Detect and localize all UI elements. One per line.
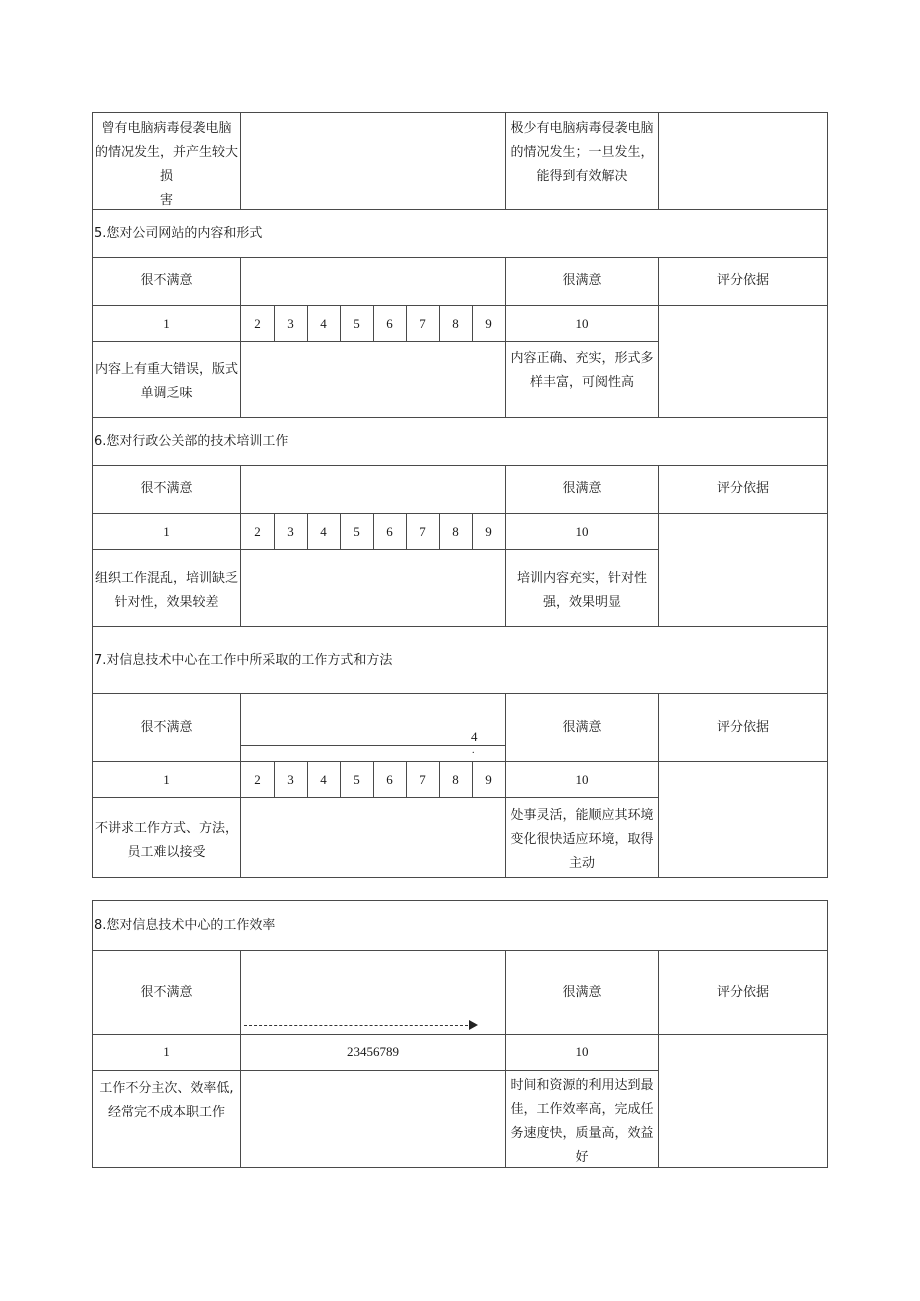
q6-score-4: 4 bbox=[320, 524, 327, 539]
q5-high-label: 很满意 bbox=[562, 273, 602, 288]
q5-score-2: 2 bbox=[254, 316, 261, 331]
q7-score-8: 8 bbox=[452, 772, 459, 787]
q7-score-7: 7 bbox=[419, 772, 426, 787]
q6-score-9: 9 bbox=[485, 524, 492, 539]
q8-score-1: 1 bbox=[163, 1044, 170, 1059]
q6-score-1: 1 bbox=[163, 524, 170, 539]
q8-score-2-9: 23456789 bbox=[347, 1044, 399, 1059]
q7-score-5: 5 bbox=[353, 772, 360, 787]
q8-low-label: 很不满意 bbox=[140, 985, 193, 1000]
q6-score-5: 5 bbox=[353, 524, 360, 539]
q8-high-desc: 时间和资源的利用达到最 佳，工作效率高，完成任 务速度快，质量高，效益 好 bbox=[510, 1078, 654, 1165]
q5-score-6: 6 bbox=[386, 316, 393, 331]
q7-stray-dot: . bbox=[472, 745, 475, 756]
question-6-title: 6.您对行政公关部的技术培训工作 bbox=[94, 434, 289, 449]
q7-score-4: 4 bbox=[320, 772, 327, 787]
q5-score-1: 1 bbox=[163, 316, 170, 331]
q7-stray-mark: 4 bbox=[471, 729, 478, 744]
q6-high-desc: 培训内容充实，针对性 强，效果明显 bbox=[516, 571, 647, 610]
top-high-desc: 极少有电脑病毒侵袭电脑 的情况发生；一旦发生， 能得到有效解决 bbox=[510, 121, 654, 184]
q6-score-6: 6 bbox=[386, 524, 393, 539]
question-7-title: 7.对信息技术中心在工作中所采取的工作方式和方法 bbox=[94, 653, 393, 668]
q6-score-10: 10 bbox=[575, 524, 589, 539]
q6-high-label: 很满意 bbox=[562, 481, 602, 496]
q5-score-9: 9 bbox=[485, 316, 492, 331]
q6-score-8: 8 bbox=[452, 524, 459, 539]
q7-high-label: 很满意 bbox=[562, 720, 602, 735]
q5-score-4: 4 bbox=[320, 316, 327, 331]
q5-basis-label: 评分依据 bbox=[716, 273, 769, 288]
q5-low-label: 很不满意 bbox=[140, 273, 193, 288]
q7-score-9: 9 bbox=[485, 772, 492, 787]
q5-score-7: 7 bbox=[419, 316, 426, 331]
q7-basis-label: 评分依据 bbox=[716, 720, 769, 735]
q7-score-2: 2 bbox=[254, 772, 261, 787]
arrow-right-icon bbox=[469, 1020, 478, 1030]
q6-score-3: 3 bbox=[287, 524, 294, 539]
q7-score-10: 10 bbox=[575, 772, 589, 787]
q7-score-6: 6 bbox=[386, 772, 393, 787]
q5-score-3: 3 bbox=[287, 316, 294, 331]
top-low-desc: 曾有电脑病毒侵袭电脑 的情况发生，并产生较大损 害 bbox=[94, 121, 238, 208]
q7-low-label: 很不满意 bbox=[140, 720, 193, 735]
q5-high-desc: 内容正确、充实，形式多 样丰富，可阅性高 bbox=[510, 351, 654, 390]
q5-score-5: 5 bbox=[353, 316, 360, 331]
q7-high-desc: 处事灵活，能顺应其环境 变化很快适应环境，取得 主动 bbox=[510, 808, 654, 871]
q7-score-1: 1 bbox=[163, 772, 170, 787]
q6-low-label: 很不满意 bbox=[140, 481, 193, 496]
q7-score-3: 3 bbox=[287, 772, 294, 787]
q5-score-8: 8 bbox=[452, 316, 459, 331]
question-5-title: 5.您对公司网站的内容和形式 bbox=[94, 226, 263, 241]
q6-low-desc: 组织工作混乱，培训缺乏 针对性，效果较差 bbox=[94, 571, 238, 610]
q8-high-label: 很满意 bbox=[562, 985, 602, 1000]
q5-score-10: 10 bbox=[575, 316, 589, 331]
q6-score-7: 7 bbox=[419, 524, 426, 539]
q6-score-2: 2 bbox=[254, 524, 261, 539]
q8-low-desc: 工作不分主次、效率低, 经常完不成本职工作 bbox=[99, 1081, 234, 1120]
question-8-title: 8.您对信息技术中心的工作效率 bbox=[94, 918, 276, 933]
q8-scale-arrow-line bbox=[244, 1025, 468, 1026]
q5-low-desc: 内容上有重大错误，版式 单调乏味 bbox=[94, 362, 238, 401]
q8-basis-label: 评分依据 bbox=[716, 985, 769, 1000]
q7-low-desc: 不讲求工作方式、方法， 员工难以接受 bbox=[94, 821, 238, 860]
q8-score-10: 10 bbox=[575, 1044, 589, 1059]
q6-basis-label: 评分依据 bbox=[716, 481, 769, 496]
